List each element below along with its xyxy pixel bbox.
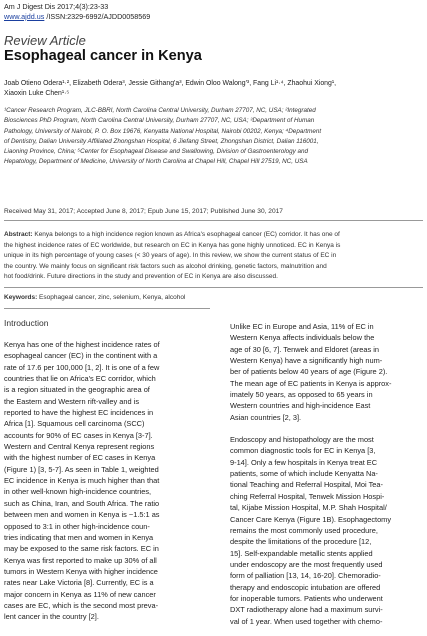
text-line: age of 30 [6, 7]. Tenwek and Eldoret (areas in [230,344,380,354]
abstract [4,230,422,283]
text-line: Western Kenya affects individuals below the [230,333,375,343]
abstract-line: hot food/drink. Future directions in the study and prevention of EC in Kenya are also discussed. [4,273,278,280]
article-type: Review Article [4,33,86,48]
text-line: lent cancer in the country [2]. [4,612,99,622]
text-line: rates near Lake Victoria [8]. Currently, EC is a [4,578,154,588]
author-list [4,79,424,99]
text-line: esophageal cancer (EC) in the continent with a [4,351,158,361]
text-line: the Eastern and Western rift-valley and is [4,396,140,406]
text-line: accounts for 90% of EC cases in Kenya [3-7]. [4,430,153,440]
affiliation-line: of Dentistry, Dalian University Affiliated Zhongshan Hospital, 6 Jiefang Street, Zhongshan District, Dalian 116001, [4,137,319,145]
text-line: Western Kenya) have a significantly high num- [230,356,383,366]
text-line: DXT radiotherapy alone had a maximum survi- [230,605,383,615]
text-line: under endoscopy are the most frequently used [230,559,383,569]
keywords-text: Esophageal cancer, zinc, selenium, Kenya, alcohol [37,294,186,301]
text-line: therapy and endoscopic intubation are offered [230,582,381,592]
affiliation-line: Pathology, University of Nairobi, P. O. Box 19676, Kenyatta National Hospital, Nairobi 00202, Kenya; ⁴Department [4,127,322,135]
text-line: tal, Kijabe Mission Hospital, M.P. Shah Hospital/ [230,503,387,513]
divider-top [4,220,423,221]
text-line: tumors in Western Kenya with higher incidence [4,566,158,576]
journal-citation: Am J Digest Dis 2017;4(3):23-33 [4,2,109,11]
publication-dates: Received May 31, 2017; Accepted June 8, 2017; Epub June 15, 2017; Published June 30, 2017 [4,208,283,215]
section-heading-introduction: Introduction [4,318,49,328]
text-line: Endoscopy and histopathology are the most [230,435,374,445]
affiliation-line: Biosciences PhD Program, North Carolina Central University, Durham 27707, NC, USA; ³Department of Human [4,117,315,125]
text-line: despite the limitations of the procedure [12, [230,537,372,547]
text-line: between men and women in Kenya is ~1.5:1 as [4,510,160,520]
text-line: 15]. Self-expandable metallic stents applied [230,548,373,558]
text-line: Cancer Care Kenya (Figure 1B). Esophagectomy [230,514,392,524]
text-line: The mean age of EC patients in Kenya is approx- [230,378,392,388]
abstract-line: the highest incidence rates of EC worldwide, but research on EC in Kenya has gone highly unnoticed. EC in Kenya is [4,241,341,249]
affiliation-line: Hepatology, Department of Medicine, University of North Carolina at Chapel Hill, Chapel Hill 27519, NC, USA [4,158,308,166]
abstract-line: Kenya belongs to a high incidence region known as Africa's esophageal cancer (EC) corridor. It has one of [32,231,340,238]
keywords [4,294,185,301]
text-line: 9-14]. Only a few hospitals in Kenya treat EC [230,457,378,467]
text-line: patients, some of which include Kenyatta Na- [230,469,378,479]
journal-issn: /ISSN:2329-6992/AJDD0058569 [44,11,151,21]
text-line: cases are EC, which is the second most preva- [4,600,159,610]
paragraph [230,321,424,423]
text-line: opposed to 3:1 in other high-incidence coun- [4,521,150,531]
text-line: in other well-known high-incidence countries, [4,487,152,497]
divider-middle [4,287,423,288]
text-line: is a region situated in the geographic area of [4,385,150,395]
text-line: EC incidence in Kenya is much higher than that [4,476,160,486]
keywords-label: Keywords: [4,294,38,301]
text-line: Western countries and high-incidence East [230,401,371,411]
text-line: reported to have the highest EC incidences in [4,408,154,418]
text-line: remains the most commonly used procedure, [230,525,378,535]
journal-website-line [4,12,150,22]
text-line: tional Teaching and Referral Hospital, Moi Tea- [230,480,383,490]
text-line: rate of 17.6 per 100,000 [1, 2]. It is one of a few [4,362,160,372]
text-line: common diagnostic tools for EC in Kenya [3, [230,446,376,456]
text-line: ber of patients below 40 years of age (Figure 2). [230,367,388,377]
affiliation-line: ¹Cancer Research Program, JLC-BBRI, North Carolina Central University, Durham 27707, NC, USA; ²Integrated [4,107,316,114]
abstract-line: the country. We mainly focus on significant risk factors such as alcohol drinking, genetic factors, malnutrition and [4,262,327,270]
text-line: Asian countries [2, 3]. [230,412,302,422]
text-line: (Figure 1) [3, 5-7]. As seen in Table 1, weighted [4,464,159,474]
text-line: tries indicating that men and women in Kenya [4,532,154,542]
text-line: imately 50 years, as opposed to 65 years in [230,390,373,400]
author-line: Joab Otieno Odera¹·², Elizabeth Odera³, Jessie Githang'a³, Edwin Oloo Walong'³, Fang Li¹·⁴, Zhaohui Xiong¹, [4,80,337,87]
text-line: may be exposed to the same risk factors. EC in [4,544,159,554]
text-line: val of 1 year. When used together with chemo- [230,616,383,626]
text-line: Africa [1]. Squamous cell carcinoma (SCC) [4,419,145,429]
text-line: countries that lie on Africa's EC corridor, which [4,374,156,384]
divider-column [4,308,210,309]
text-line: Kenya has one of the highest incidence rates of [4,340,160,349]
body-column-left [4,339,210,623]
text-line: Kenya was first reported to make up 30% of all [4,555,157,565]
text-line: Unlike EC in Europe and Asia, 11% of EC in [230,322,374,331]
affiliations [4,106,424,168]
journal-website-link[interactable]: www.ajdd.us [4,11,45,21]
paragraph [4,339,210,623]
article-title: Esophageal cancer in Kenya [4,48,202,64]
paragraph [230,434,424,627]
affiliation-line: Liaoning Province, China; ⁵Center for Esophageal Disease and Swallowing, Division of Gastroenterology and [4,148,309,156]
abstract-line: unique in its high percentage of young cases (< 30 years of age). In this review, we show the current status of EC in [4,252,337,259]
text-line: ching Referral Hospital, Tenwek Mission Hospi- [230,491,385,501]
text-line: such as China, Iran, and South Africa. The ratio [4,498,160,508]
text-line: for inoperable tumors. Patients who underwent [230,593,383,603]
text-line: with the highest number of EC cases in Kenya [4,453,156,463]
body-column-right [230,321,424,627]
text-line: form of palliation [13, 14, 16-20]. Chemoradio- [230,571,381,581]
text-line: Western and Central Kenya represent regions [4,442,155,452]
text-line: major concern in Kenya as 11% of new cancer [4,589,156,599]
abstract-label: Abstract: [4,231,33,238]
journal-header [4,2,150,21]
author-line: Xiaoxin Luke Chen¹·⁵ [4,90,70,97]
